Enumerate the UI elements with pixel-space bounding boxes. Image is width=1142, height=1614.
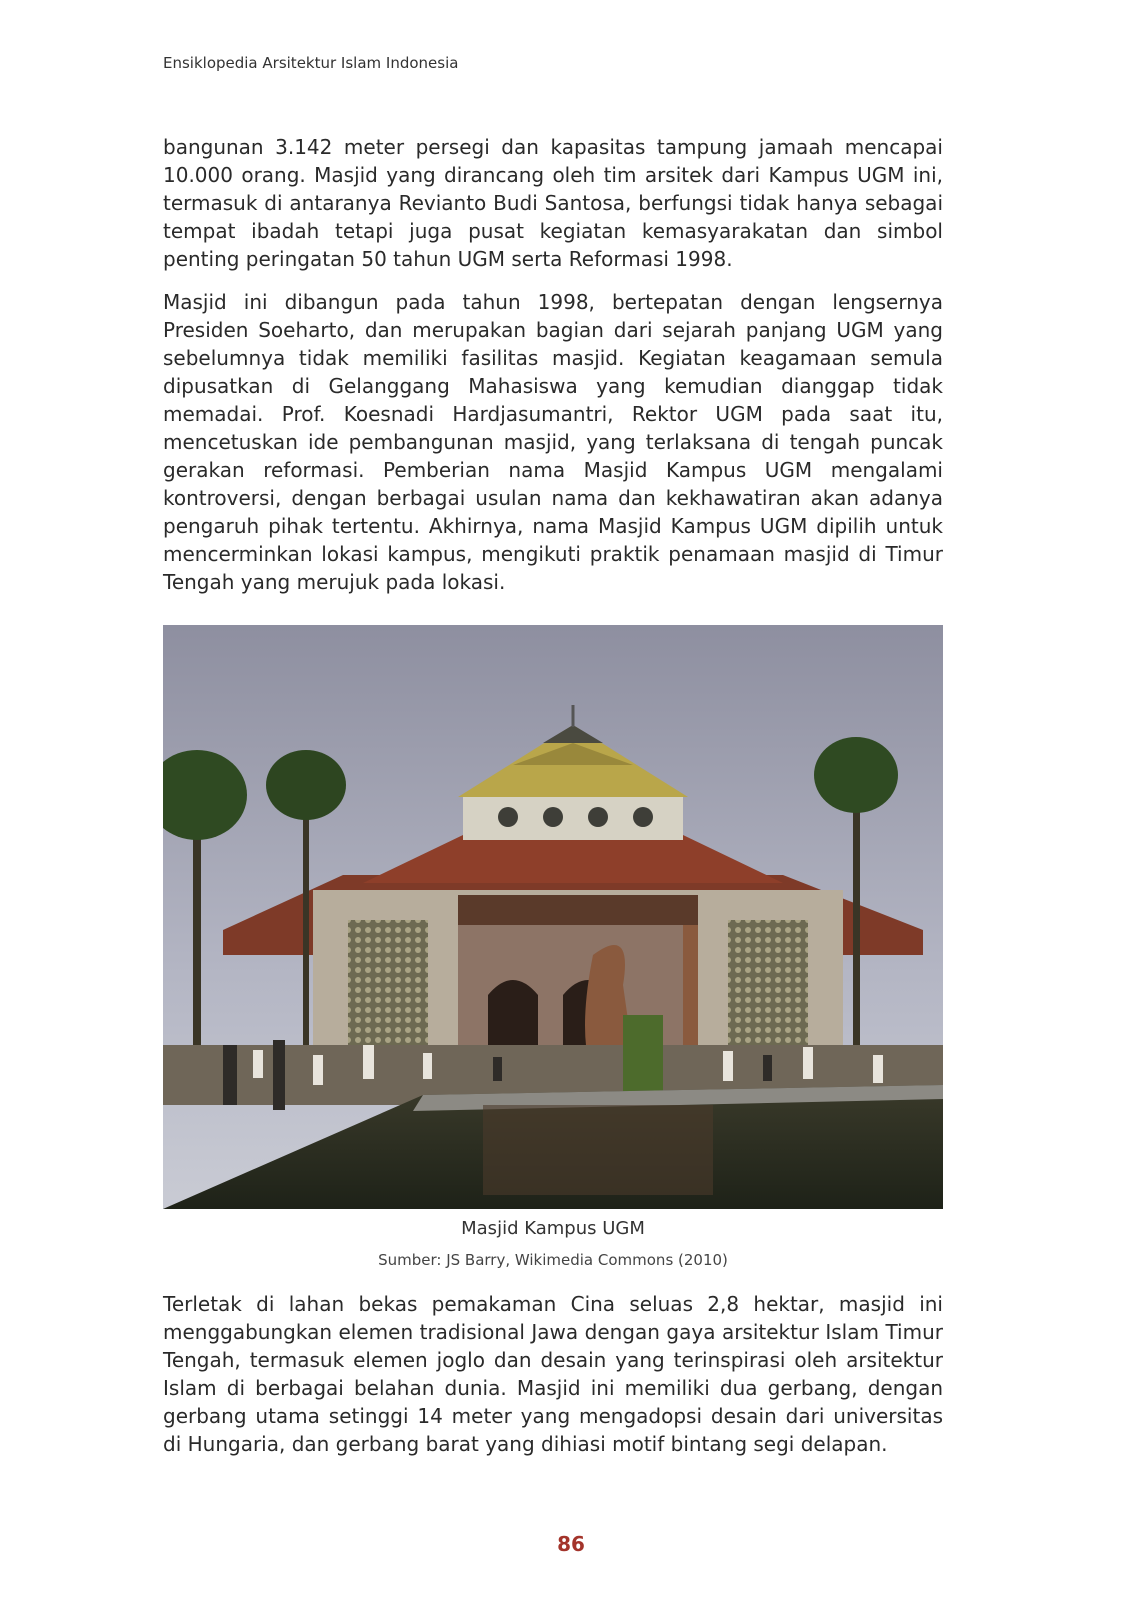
paragraph-3: Terletak di lahan bekas pemakaman Cina seluas 2,8 hektar, masjid ini menggabungkan elemen tradisional Jawa dengan gaya arsitektur Islam Timur Tengah, termasuk elemen joglo dan desain yang terinspirasi oleh arsitektur Islam di berbagai belahan dunia. Masjid ini memiliki dua gerbang, dengan gerbang utama setinggi 14 meter yang mengadopsi desain dari universitas di Hungaria, dan gerbang barat yang dihiasi motif bintang segi delapan. xyxy=(163,1292,943,1456)
mosque-photo xyxy=(163,625,943,1209)
running-header: Ensiklopedia Arsitektur Islam Indonesia xyxy=(163,54,459,72)
figure-source: Sumber: JS Barry, Wikimedia Commons (2010) xyxy=(378,1251,728,1269)
paragraph-2: Masjid ini dibangun pada tahun 1998, bertepatan dengan lengsernya Presiden Soeharto, dan merupakan bagian dari sejarah panjang UGM yang sebelumnya tidak memiliki fasilitas masjid. Kegiatan keagamaan semula dipusatkan di Gelanggang Mahasiswa yang kemudian dianggap tidak memadai. Prof. Koesnadi Hardjasumantri, Rektor UGM pada saat itu, mencetuskan ide pembangunan masjid, yang terlaksana di tengah puncak gerakan reformasi. Pemberian nama Masjid Kampus UGM mengalami kontroversi, dengan berbagai usulan nama dan kekhawatiran akan adanya pengaruh pihak tertentu. Akhirnya, nama Masjid Kampus UGM dipilih untuk mencerminkan lokasi kampus, mengikuti praktik penamaan masjid di Timur Tengah yang merujuk pada lokasi. xyxy=(163,290,943,594)
page-number: 86 xyxy=(557,1532,585,1556)
paragraph-1: bangunan 3.142 meter persegi dan kapasitas tampung jamaah mencapai 10.000 orang. Masjid yang dirancang oleh tim arsitek dari Kampus UGM ini, termasuk di antaranya Revianto Budi Santosa, berfungsi tidak hanya sebagai tempat ibadah tetapi juga pusat kegiatan kemasyarakatan dan simbol penting peringatan 50 tahun UGM serta Reformasi 1998. xyxy=(163,135,943,271)
figure-caption: Masjid Kampus UGM xyxy=(461,1218,645,1239)
